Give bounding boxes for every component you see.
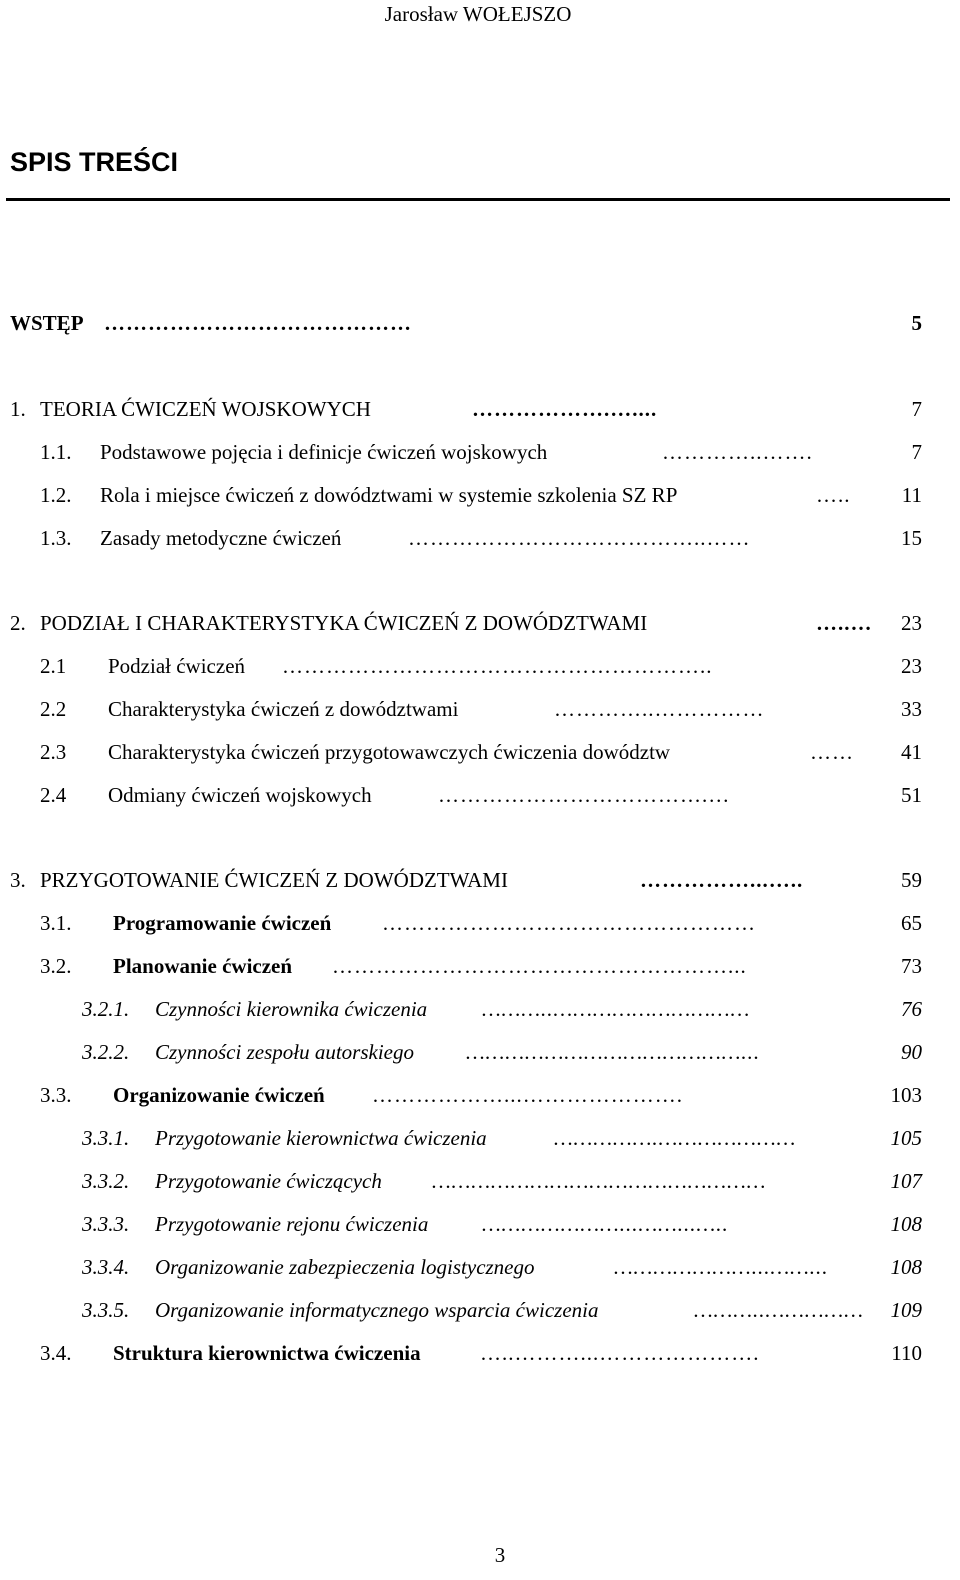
toc-entry-leader: …… [810,740,854,764]
toc-entry-leader: …………………………………………… [432,1169,767,1193]
toc-entry-leader: …………….………………… [554,1126,797,1150]
toc-entry-page: 110 [891,1341,922,1365]
toc-entry-3-1 [10,908,922,938]
toc-entry-label: Przygotowanie ćwiczących [155,1169,382,1193]
toc-entry-page: 15 [901,526,922,550]
toc-entry-number: 3. [10,868,26,892]
toc-entry-number: 3.2.2. [82,1040,130,1064]
toc-entry-leader: …………………………………………… [382,911,756,935]
toc-entry-wstep [10,308,922,338]
toc-entry-chapter-1 [10,394,922,424]
toc-entry-1-1 [10,437,922,467]
toc-entry-leader: …..… [816,611,873,635]
toc-entry-leader: ………..…………… [694,1298,864,1322]
toc-entry-label: Odmiany ćwiczeń wojskowych [108,783,372,807]
toc-entry-label: WSTĘP [10,311,84,335]
toc-entry-number: 3.1. [40,911,72,935]
toc-entry-3-3-3 [10,1209,922,1239]
toc-entry-label: Struktura kierownictwa ćwiczenia [113,1341,421,1365]
toc-entry-number: 1.1. [40,440,72,464]
toc-entry-2-4 [10,780,922,810]
toc-entry-page: 76 [901,997,922,1021]
toc-entry-page: 107 [890,1169,922,1193]
toc-entry-label: Czynności zespołu autorskiego [155,1040,414,1064]
toc-entry-label: Planowanie ćwiczeń [113,954,293,978]
toc-entry-page: 23 [901,611,922,635]
toc-entry-leader: …………………...……...….. [482,1212,729,1236]
toc-entry-page: 11 [901,483,922,507]
toc-entry-page: 5 [911,311,922,335]
toc-entry-leader: …………..…………… [554,697,765,721]
toc-entry-number: 1. [10,397,26,421]
toc-entry-leader: …………..……. [662,440,813,464]
toc-entry-page: 7 [911,440,922,464]
toc-entry-page: 108 [890,1255,922,1279]
toc-entry-number: 1.3. [40,526,72,550]
toc-entry-2-1 [10,651,922,681]
toc-entry-number: 3.3.4. [82,1255,130,1279]
toc-entry-label: Organizowanie zabezpieczenia logistycznego [155,1255,535,1279]
toc-entry-3-2-2 [10,1037,922,1067]
toc-entry-label: Czynności kierownika ćwiczenia [155,997,428,1021]
toc-entry-number: 3.2.1. [82,997,130,1021]
toc-entry-page: 23 [901,654,922,678]
toc-entry-label: Organizowanie informatycznego wsparcia ćwiczenia [155,1298,599,1322]
toc-entry-number: 2.4 [40,783,67,807]
toc-entry-number: 3.3.1. [82,1126,130,1150]
toc-entry-number: 2. [10,611,26,635]
toc-entry-3-3-1 [10,1123,922,1153]
toc-entry-label: Przygotowanie rejonu ćwiczenia [155,1212,429,1236]
toc-entry-number: 3.3.5. [82,1298,130,1322]
toc-entry-number: 2.2 [40,697,67,721]
toc-entry-page: 7 [911,397,922,421]
toc-entry-chapter-3 [10,865,922,895]
toc-entry-number: 3.3. [40,1083,72,1107]
toc-entry-leader: ……………...….. [640,868,804,892]
toc-entry-page: 51 [901,783,922,807]
toc-entry-3-3-4 [10,1252,922,1282]
toc-entry-label: PRZYGOTOWANIE ĆWICZEŃ Z DOWÓDZTWAMI [40,868,508,892]
toc-entry-number: 2.3 [40,740,67,764]
toc-entry-3-3 [10,1080,922,1110]
toc-entry-page: 73 [901,954,922,978]
toc-entry-page: 33 [901,697,922,721]
toc-title: SPIS TREŚCI [10,147,179,177]
toc-entry-2-2 [10,694,922,724]
toc-entry-chapter-2 [10,608,922,638]
toc-entry-page: 109 [890,1298,922,1322]
toc-entry-page: 65 [901,911,922,935]
toc-entry-leader: ……………….….... [472,397,658,421]
toc-entry-3-4 [10,1338,922,1368]
toc-entry-label: Organizowanie ćwiczeń [113,1083,325,1107]
toc-entry-label: Zasady metodyczne ćwiczeń [100,526,342,550]
toc-entry-1-2 [10,480,922,510]
toc-entry-3-2 [10,951,922,981]
page-header-author: Jarosław WOŁEJSZO [384,2,572,26]
toc-entry-label: PODZIAŁ I CHARAKTERYSTYKA ĆWICZEŃ Z DOWÓDZTWAMI [40,611,648,635]
toc-entry-2-3 [10,737,922,767]
toc-entry-1-3 [10,523,922,553]
toc-entry-leader: ……………………………………... [466,1040,761,1064]
toc-entry-3-3-5 [10,1295,922,1325]
page-number: 3 [494,1543,506,1567]
toc-entry-label: Programowanie ćwiczeń [113,911,332,935]
toc-entry-number: 2.1 [40,654,67,678]
toc-entry-leader: ….. [816,483,851,507]
toc-entry-page: 105 [890,1126,922,1150]
toc-entry-leader: ………………………………………………….. [282,654,713,678]
toc-entry-label: TEORIA ĆWICZEŃ WOJSKOWYCH [40,397,371,421]
toc-entry-leader: ……………………………….… [438,783,731,807]
toc-entry-page: 59 [901,868,922,892]
toc-entry-label: Charakterystyka ćwiczeń z dowództwami [108,697,459,721]
toc-entry-number: 1.2. [40,483,72,507]
toc-entry-leader: …………………...……... [614,1255,829,1279]
toc-entry-page: 103 [890,1083,922,1107]
toc-entry-label: Charakterystyka ćwiczeń przygotowawczych ćwiczenia dowództw [108,740,671,764]
toc-entry-label: Podstawowe pojęcia i definicje ćwiczeń wojskowych [100,440,548,464]
toc-entry-leader: …………………………………… [104,311,412,335]
title-underline [6,198,950,201]
toc-entry-leader: ………………...…………………. [372,1083,683,1107]
toc-entry-label: Podział ćwiczeń [108,654,246,678]
toc-entry-number: 3.3.2. [82,1169,130,1193]
toc-entry-leader: …………………………………..…… [408,526,751,550]
toc-entry-label: Przygotowanie kierownictwa ćwiczenia [155,1126,487,1150]
toc-entry-leader: …..………...…………………. [480,1341,760,1365]
toc-entry-leader: ………..………………………… [482,997,751,1021]
toc-entry-page: 108 [890,1212,922,1236]
toc-entry-number: 3.3.3. [82,1212,130,1236]
toc-entry-number: 3.4. [40,1341,72,1365]
toc-entry-leader: ………………………………………………... [332,954,747,978]
toc-entry-page: 90 [901,1040,922,1064]
toc-entry-page: 41 [901,740,922,764]
toc-entry-number: 3.2. [40,954,72,978]
toc-entry-3-3-2 [10,1166,922,1196]
toc-entry-3-2-1 [10,994,922,1024]
toc-entry-label: Rola i miejsce ćwiczeń z dowództwami w systemie szkolenia SZ RP [100,483,678,507]
